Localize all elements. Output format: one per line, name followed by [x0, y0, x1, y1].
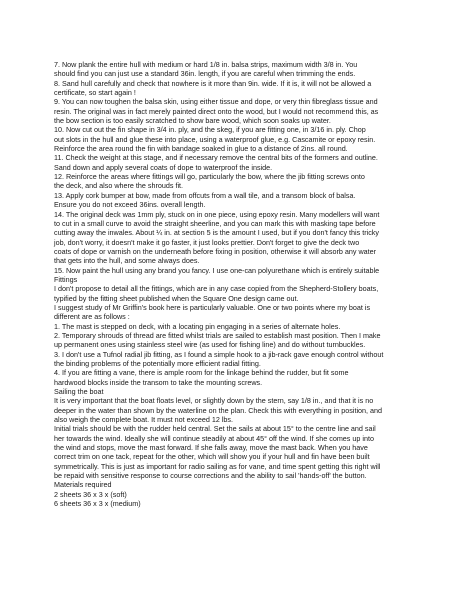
- text-line: typified by the fitting sheet published when the Square One design came out.: [54, 293, 299, 303]
- text-line: Fittings: [54, 274, 78, 284]
- text-line: be repaid with sensitive response to course corrections and the ability to sail 'hands-off' the button.: [54, 471, 367, 481]
- text-line: 2. Temporary shrouds of thread are fitted whilst trials are sailed to establish mast position. Then I make: [54, 330, 381, 340]
- text-line: the bow section is too easily scratched to show bare wood, which soon soaks up water.: [54, 116, 331, 126]
- text-line: 2 sheets 36 x 3 x (soft): [54, 489, 127, 499]
- text-line: Ensure you do not exceed 36ins. overall length.: [54, 200, 206, 210]
- text-line: I suggest study of Mr Griffin's book here is particularly valuable. One or two points where my boat is: [54, 302, 371, 312]
- text-line: certificate, so start again !: [54, 88, 136, 98]
- text-line: job, don't worry, it doesn't make it go faster, it just looks prettier. Don't forget to give the deck two: [54, 237, 360, 247]
- text-line: the binding problems of the potentially more efficient radial fitting.: [54, 359, 261, 368]
- text-line: hardwood blocks inside the transom to take the mounting screws.: [54, 377, 263, 387]
- text-line: should find you can just use a standard 36in. length, if you are careful when trimming the ends.: [54, 69, 356, 79]
- text-line: 9. You can now toughen the balsa skin, using either tissue and dope, or very thin fibreglass tissue and: [54, 97, 378, 107]
- text-line: the wind and stops, move the mast forward. If she falls away, move the mast back. When you have: [54, 443, 368, 453]
- text-line: different are as follows :: [54, 312, 130, 322]
- text-line: deeper in the water than shown by the waterline on the plan. Check this with everything in position, and: [54, 405, 383, 415]
- text-line: that gets into the hull, and some always does.: [54, 256, 200, 266]
- text-line: 15. Now paint the hull using any brand you fancy. I use one-can polyurethane which is entirely suitable: [54, 265, 380, 275]
- text-line: I don't propose to detail all the fittings, which are in any case copied from the Shepherd-Stollery boats,: [54, 284, 379, 294]
- text-line: cutting away the inwales. About ¼ in. at section 5 is the amount I used, but if you don't fancy this tricky: [54, 228, 379, 238]
- body-text: [54, 60, 424, 509]
- text-line: symmetrically. This is just as important for radio sailing as for vane, and time spent getting this right will: [54, 461, 381, 471]
- text-line: the deck, and also where the shrouds fit.: [54, 181, 184, 191]
- text-line: up permanent ones using stainless steel wire (as used for fishing line) and do without turnbuckles.: [54, 340, 366, 350]
- text-line: her towards the wind. Ideally she will continue steadily at about 45° off the wind. If she comes up into: [54, 433, 374, 443]
- text-line: 6 sheets 36 x 3 x (medium): [54, 499, 141, 509]
- text-line: 12. Reinforce the areas where fittings will go, particularly the bow, where the jib fitting screws onto: [54, 172, 365, 182]
- text-line: 10. Now cut out the fin shape in 3/4 in. ply, and the skeg, if you are fitting one, in 3/16 in. ply. Chop: [54, 125, 366, 135]
- text-line: coats of dope or varnish on the underneath before fixing in position, otherwise it will absorb any water: [54, 246, 377, 256]
- text-line: 4. If you are fitting a vane, there is ample room for the linkage behind the rudder, but fit some: [54, 368, 349, 378]
- text-line: Materials required: [54, 480, 112, 490]
- text-line: 8. Sand hull carefully and check that nowhere is it more than 9in. wide. If it is, it will not be allowed a: [54, 78, 372, 88]
- text-line: out slots in the hull and glue these into place, using a waterproof glue, e.g. Cascamite or epoxy resin.: [54, 134, 376, 144]
- text-line: correct trim on one tack, repeat for the other, which will show you if your hull and fin have been built: [54, 452, 370, 462]
- text-line: Reinforce the area round the fin with bandage soaked in glue to a distance of 2ins. all round.: [54, 144, 348, 154]
- text-line: to cut in a small curve to avoid the straight sheerline, and you can mark this with masking tape before: [54, 218, 376, 228]
- text-line: 3. I don't use a Tufnol radial jib fitting, as I found a simple hook to a jib-rack gave enough control without: [54, 349, 384, 359]
- text-line: 1. The mast is stepped on deck, with a locating pin engaging in a series of alternate holes.: [54, 321, 341, 331]
- text-line: 11. Check the weight at this stage, and if necessary remove the central bits of the formers and outline.: [54, 153, 378, 163]
- text-line: Sand down and apply several coats of dope to waterproof the inside.: [54, 162, 273, 172]
- text-line: also weigh the complete boat. It must not exceed 12 lbs.: [54, 415, 233, 425]
- text-line: Sailing the boat: [54, 387, 104, 397]
- text-line: It is very important that the boat floats level, or slightly down by the stern, say 1/8 in., and that it is no: [54, 396, 374, 406]
- text-line: 13. Apply cork bumper at bow, made from offcuts from a wall tile, and a transom block of balsa.: [54, 190, 356, 200]
- text-line: 7. Now plank the entire hull with medium or hard 1/8 in. balsa strips, maximum width 3/8 in. You: [54, 60, 358, 69]
- text-line: Initial trials should be with the rudder held central. Set the sails at about 15° to the centre line and sail: [54, 424, 376, 434]
- text-line: 14. The original deck was 1mm ply, stuck on in one piece, using epoxy resin. Many modellers will want: [54, 209, 380, 219]
- text-line: resin. The original was in fact merely painted direct onto the wood, but I would not recommend this, as: [54, 106, 379, 116]
